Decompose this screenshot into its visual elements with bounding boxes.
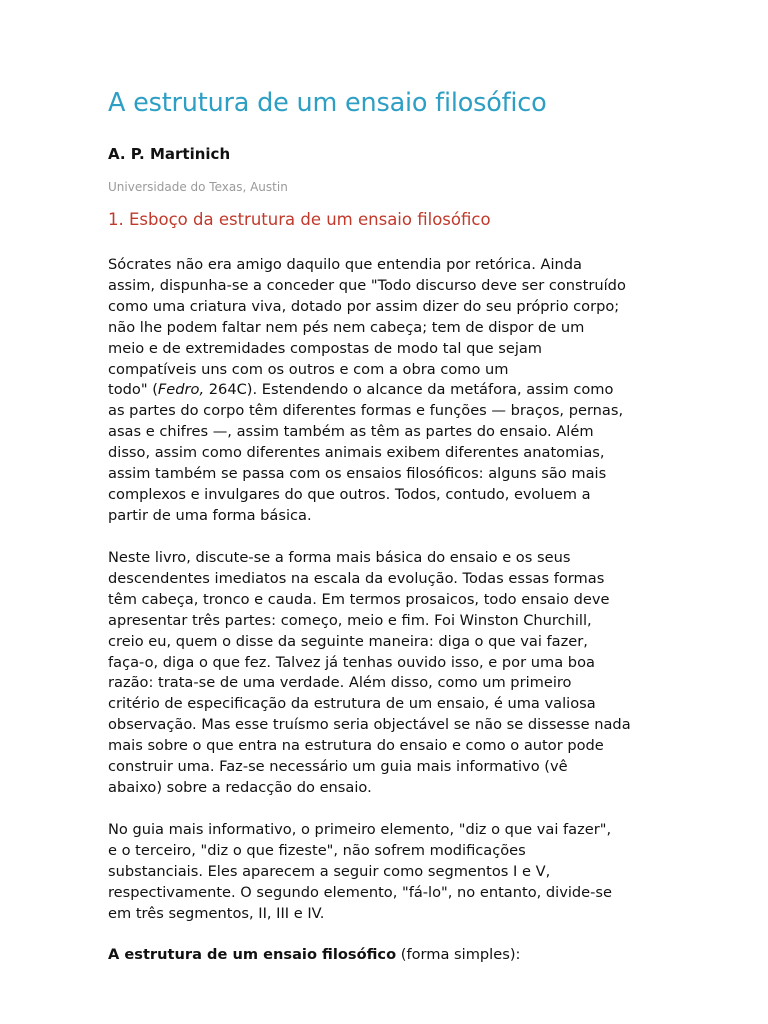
structure-heading-suffix: (forma simples): [396,946,521,963]
paragraph-line: No guia mais informativo, o primeiro elemento, "diz o que vai fazer", [108,821,612,838]
structure-heading [108,946,520,963]
paragraph-line: faça-o, diga o que fez. Talvez já tenhas ouvido isso, e por uma boa [108,653,595,671]
paragraph-line: respectivamente. O segundo elemento, "fá-lo", no entanto, divide-se [108,883,613,901]
paragraph-line: descendentes imediatos na escala da evolução. Todas essas formas [108,569,605,587]
paragraph-line: abaixo) sobre a redacção do ensaio. [108,778,372,796]
paragraph-line: construir uma. Faz-se necessário um guia mais informativo (vê [108,758,568,776]
paragraph-line: não lhe podem faltar nem pés nem cabeça; tem de dispor de um [108,318,585,336]
paragraph-line: disso, assim como diferentes animais exibem diferentes anatomias, [108,444,605,462]
paragraph-line: as partes do corpo têm diferentes formas e funções — braços, pernas, [108,402,624,420]
paragraph-line: e o terceiro, "diz o que fizeste", não sofrem modificações [108,841,526,859]
section-heading: 1. Esboço da estrutura de um ensaio filosófico [108,210,491,229]
paragraph-2 [108,548,631,799]
paragraph-line-with-citation [108,380,626,401]
paragraph-line: meio e de extremidades compostas de modo tal que sejam [108,339,543,357]
paragraph-line: Neste livro, discute-se a forma mais básica do ensaio e os seus [108,549,571,566]
paragraph-line: como uma criatura viva, dotado por assim dizer do seu próprio corpo; [108,297,620,315]
paragraph-3 [108,820,612,925]
paragraph-line: têm cabeça, tronco e cauda. Em termos prosaicos, todo ensaio deve [108,590,610,608]
author-affiliation: Universidade do Texas, Austin [108,180,288,194]
document-title: A estrutura de um ensaio filosófico [108,88,547,118]
paragraph-line: creio eu, quem o disse da seguinte maneira: diga o que vai fazer, [108,632,588,650]
paragraph-line: razão: trata-se de uma verdade. Além disso, como um primeiro [108,674,572,692]
paragraph-line: apresentar três partes: começo, meio e fim. Foi Winston Churchill, [108,611,592,629]
paragraph-line: complexos e invulgares do que outros. Todos, contudo, evoluem a [108,485,591,503]
citation-prefix: todo" ( [108,381,158,399]
paragraph-line: substanciais. Eles aparecem a seguir como segmentos I e V, [108,862,551,880]
paragraph-line: observação. Mas esse truísmo seria objectável se não se dissesse nada [108,716,631,734]
citation-suffix: 264C). Estendendo o alcance da metáfora, assim como [204,381,614,399]
paragraph-line: mais sobre o que entra na estrutura do ensaio e como o autor pode [108,737,604,755]
paragraph-line: em três segmentos, II, III e IV. [108,904,325,922]
paragraph-line: partir de uma forma básica. [108,506,312,524]
paragraph-line: assim, dispunha-se a conceder que "Todo discurso deve ser construído [108,276,626,294]
paragraph-1 [108,255,626,527]
paragraph-line: asas e chifres —, assim também as têm as partes do ensaio. Além [108,423,594,441]
paragraph-line: compatíveis uns com os outros e com a obra como um [108,360,509,378]
structure-heading-bold: A estrutura de um ensaio filosófico [108,946,397,963]
paragraph-line: critério de especificação da estrutura de um ensaio, é uma valiosa [108,695,596,713]
paragraph-line: assim também se passa com os ensaios filosóficos: alguns são mais [108,465,607,483]
paragraph-line: Sócrates não era amigo daquilo que entendia por retórica. Ainda [108,256,583,273]
citation-work-title: Fedro, [157,381,205,399]
author-name: A. P. Martinich [108,145,231,163]
